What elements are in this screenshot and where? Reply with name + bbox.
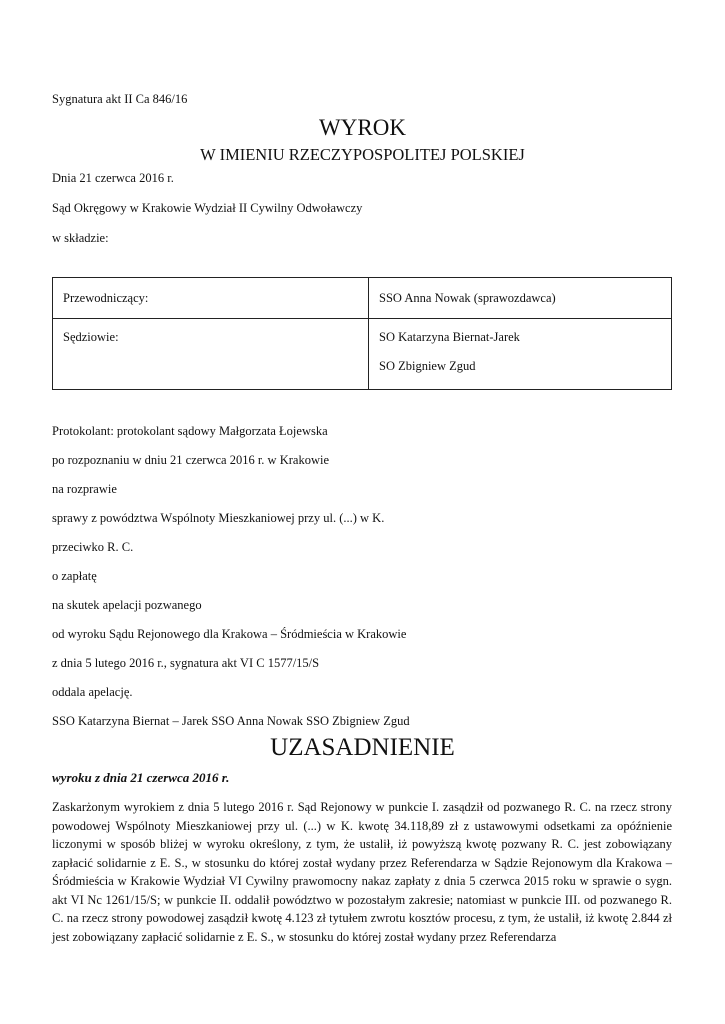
body-line: z dnia 5 lutego 2016 r., sygnatura akt VI C 1577/15/S — [52, 656, 320, 670]
document-title: WYROK — [319, 115, 406, 140]
presiding-name: SSO Anna Nowak (sprawozdawca) — [379, 291, 556, 305]
body-line: o zapłatę — [52, 569, 97, 583]
bench-table — [52, 277, 672, 390]
bench-row-presiding — [53, 278, 672, 319]
court-line: Sąd Okręgowy w Krakowie Wydział II Cywilny Odwoławczy — [52, 201, 363, 215]
judges-label: Sędziowie: — [63, 330, 119, 344]
case-signature: Sygnatura akt II Ca 846/16 — [52, 92, 188, 106]
signatures-line: SSO Katarzyna Biernat – Jarek SSO Anna Nowak SSO Zbigniew Zgud — [52, 714, 410, 728]
bench-row-judges — [53, 319, 672, 390]
judges-label-cell — [53, 319, 369, 390]
judges-names-cell — [369, 319, 672, 390]
body-line: oddala apelację. — [52, 685, 133, 699]
presiding-label: Przewodniczący: — [63, 291, 149, 305]
justification-paragraph: Zaskarżonym wyrokiem z dnia 5 lutego 2016 r. Sąd Rejonowy w punkcie I. zasądził od pozwanego R. C. na rzecz strony powodowej Wspólnoty Mieszkaniowej przy ul. (...) w K. kwotę 34.118,89 zł z ustawowymi odsetkami za opóźnienie liczonymi w sposób bliżej w wyroku określony, z tym, że ustalił, iż powyższą kwotę pozwany R. C. jest zobowiązany zapłacić solidarnie z E. S., w stosunku do której został wydany przez Referendarza w Sądzie Rejonowym dla Krakowa – Śródmieścia w Krakowie Wydział VI Cywilny prawomocny nakaz zapłaty z dnia 5 czerwca 2015 roku w sprawie o sygn. akt VI Nc 1261/15/S; w punkcie II. oddalił powództwo w pozostałym zakresie; natomiast w punkcie III. od pozwanego R. C. na rzecz strony powodowej zasądził kwotę 4.123 zł tytułem zwrotu kosztów procesu, z tym, że ustalił, iż kwotę 2.844 zł jest zobowiązany zapłacić solidarnie z E. S., w stosunku do której został wydany przez Referendarza — [52, 800, 672, 944]
judge-2-name: SO Zbigniew Zgud — [379, 359, 476, 373]
composition-label: w składzie: — [52, 231, 109, 245]
date-line: Dnia 21 czerwca 2016 r. — [52, 171, 174, 185]
judge-1-name: SO Katarzyna Biernat-Jarek — [379, 330, 520, 344]
body-line: po rozpoznaniu w dniu 21 czerwca 2016 r. w Krakowie — [52, 453, 329, 467]
body-line: przeciwko R. C. — [52, 540, 134, 554]
presiding-name-cell — [369, 278, 672, 319]
presiding-label-cell — [53, 278, 369, 319]
body-line: na skutek apelacji pozwanego — [52, 598, 202, 612]
document-subtitle: W IMIENIU RZECZYPOSPOLITEJ POLSKIEJ — [200, 145, 525, 164]
body-line: sprawy z powództwa Wspólnoty Mieszkaniowej przy ul. (...) w K. — [52, 511, 385, 525]
justification-subtitle: wyroku z dnia 21 czerwca 2016 r. — [52, 770, 230, 785]
justification-title: UZASADNIENIE — [270, 734, 455, 761]
body-line: od wyroku Sądu Rejonowego dla Krakowa – Śródmieścia w Krakowie — [52, 627, 407, 641]
body-line: Protokolant: protokolant sądowy Małgorzata Łojewska — [52, 424, 328, 438]
body-line: na rozprawie — [52, 482, 117, 496]
